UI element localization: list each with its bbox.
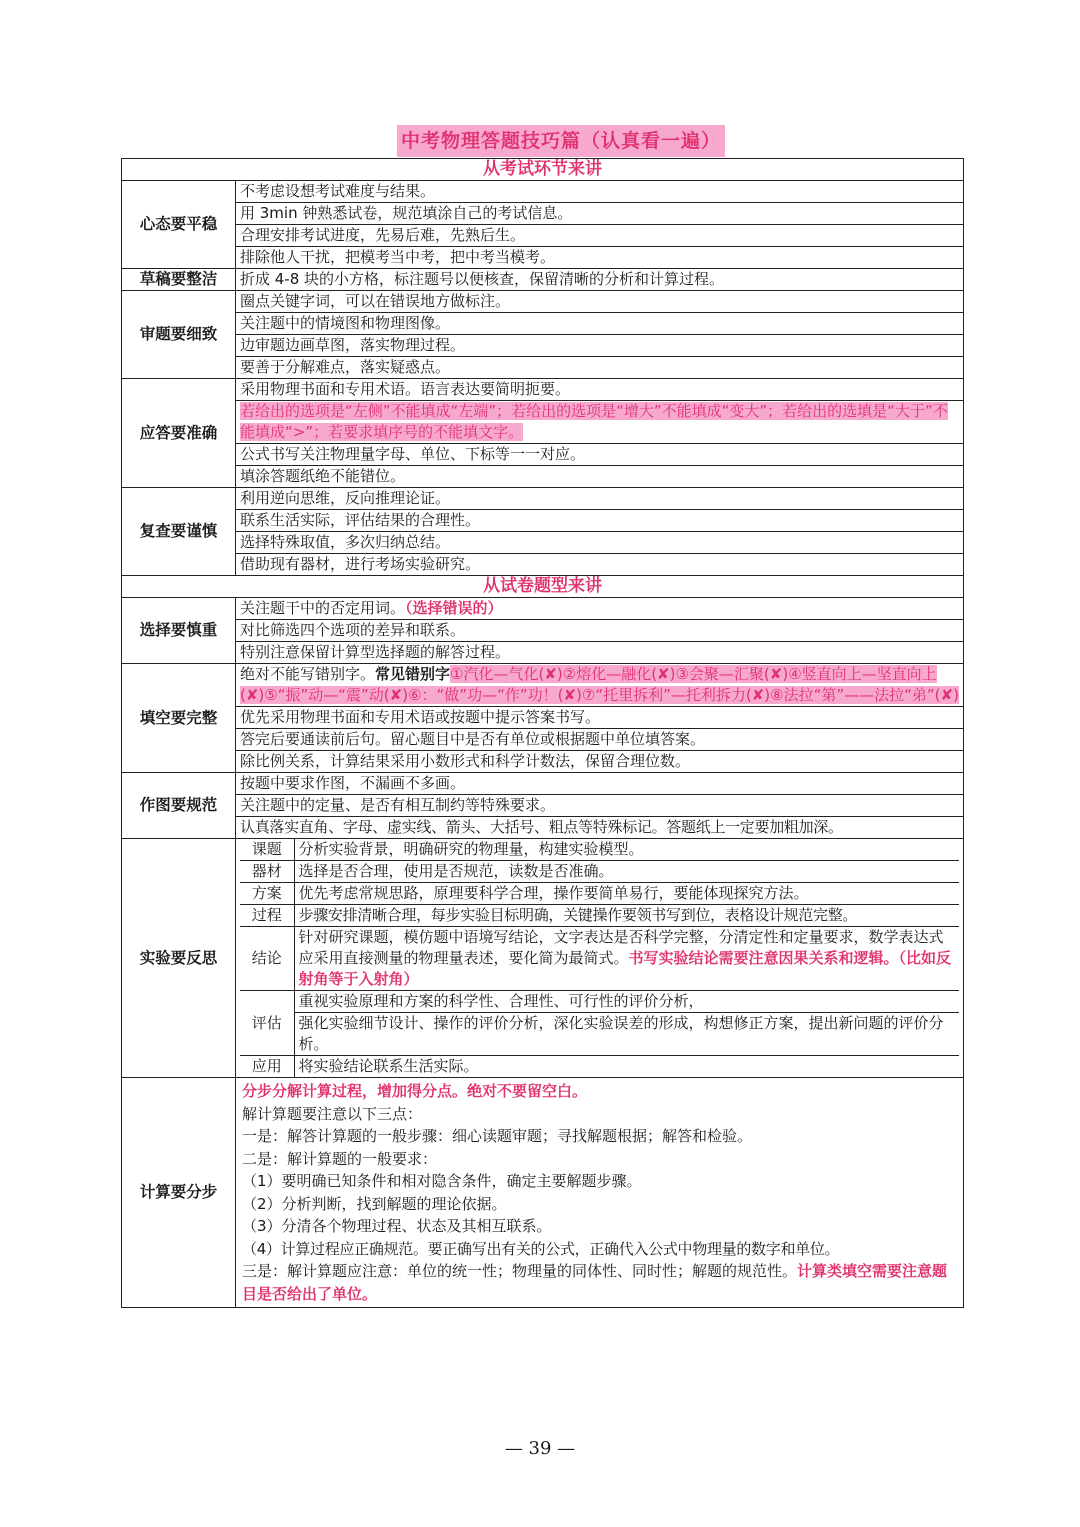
category-choice: 选择要慎重: [122, 598, 236, 664]
tip-item: 合理安排考试进度，先易后难，先熟后生。: [236, 225, 964, 247]
tip-note: （选择错误的）: [405, 599, 503, 617]
calc-line: [242, 1260, 957, 1305]
experiment-label: 结论: [240, 927, 294, 991]
calc-line: （1）要明确已知条件和相对隐含条件，确定主要解题步骤。: [242, 1172, 642, 1190]
tip-item: 认真落实直角、字母、虚实线、箭头、大括号、粗点等特殊标记。答题纸上一定要加粗加深。: [236, 817, 964, 839]
tip-item: 要善于分解难点，落实疑惑点。: [236, 357, 964, 379]
tip-item: 圈点关键字词，可以在错误地方做标注。: [236, 291, 964, 313]
tip-item: 联系生活实际，评估结果的合理性。: [236, 510, 964, 532]
tip-item: 答完后要通读前后句。留心题目中是否有单位或根据题中单位填答案。: [236, 729, 964, 751]
tip-item: 不考虑设想考试难度与结果。: [236, 181, 964, 203]
category-draft: 草稿要整洁: [122, 269, 236, 291]
experiment-label: 课题: [240, 839, 294, 861]
experiment-label: 评估: [240, 991, 294, 1056]
conclusion-note: 书写实验结论需要注意因果关系和逻辑。（比如反射角等于入射角）: [298, 949, 952, 988]
experiment-label: 方案: [240, 883, 294, 905]
tip-item: 用 3min 钟熟悉试卷，规范填涂自己的考试信息。: [236, 203, 964, 225]
typo-list: [236, 664, 964, 707]
category-review: 复查要谨慎: [122, 488, 236, 576]
tip-item: 借助现有器材，进行考场实验研究。: [236, 554, 964, 576]
experiment-text: 选择是否合理，使用是否规范，读数是否准确。: [294, 861, 959, 883]
calc-line: （4）计算过程应正确规范。要正确写出有关的公式，正确代入公式中物理量的数字和单位。: [242, 1239, 840, 1258]
calc-line-text: 三是：解计算题应注意：单位的统一性；物理量的同体性、同时性；解题的规范性。: [242, 1262, 798, 1280]
tip-text: 关注题干中的否定用词。: [240, 599, 406, 617]
experiment-text: 步骤安排清晰合理，每步实验目标明确，关键操作要领书写到位，表格设计规范完整。: [294, 905, 959, 927]
tip-item: 公式书写关注物理量字母、单位、下标等一一对应。: [236, 444, 964, 466]
experiment-text: [294, 927, 959, 991]
tip-item: 除比例关系，计算结果采用小数形式和科学计数法，保留合理位数。: [236, 751, 964, 773]
tip-item: 边审题边画草图，落实物理过程。: [236, 335, 964, 357]
page-number: — 39 —: [504, 1438, 576, 1459]
conclusion-text: 针对研究课题，模仿题中语境写结论，文字表达是否科学完整，分清定性和定量要求，数学表达式应采用直接测量的物理量表述，要化简为最简式。: [298, 928, 944, 967]
highlighted-text: 若给出的选项是“左侧”不能填成“左端”；若给出的选项是“增大”不能填成“变大”；若给出的选填是“大于”不能填成“>”；若要求填序号的不能填文字。: [240, 402, 948, 441]
tip-item: 按题中要求作图，不漏画不多画。: [236, 773, 964, 795]
tip-item: 对比筛选四个选项的差异和联系。: [236, 620, 964, 642]
tips-table: [121, 158, 964, 1308]
section-header-exam: 从考试环节来讲: [122, 159, 964, 181]
category-calculation: 计算要分步: [122, 1078, 236, 1308]
tip-item: 利用逆向思维，反向推理论证。: [236, 488, 964, 510]
tip-item: 采用物理书面和专用术语。语言表达要简明扼要。: [236, 379, 964, 401]
experiment-text: 强化实验细节设计、操作的评价分析，深化实验误差的形成，构想修正方案，提出新问题的评价分析。: [294, 1013, 959, 1056]
category-reading: 审题要细致: [122, 291, 236, 379]
experiment-subtable-cell: [236, 839, 964, 1078]
tip-item: 选择特殊取值，多次归纳总结。: [236, 532, 964, 554]
tip-item: 关注题中的定量、是否有相互制约等特殊要求。: [236, 795, 964, 817]
calc-line: 一是：解答计算题的一般步骤：细心读题审题；寻找解题根据；解答和检验。: [242, 1127, 753, 1145]
calc-line: 解计算题要注意以下三点：: [242, 1104, 423, 1123]
tip-text: 绝对不能写错别字。: [240, 665, 376, 683]
category-fill: 填空要完整: [122, 664, 236, 773]
tip-item: 折成 4-8 块的小方格，标注题号以便核查，保留清晰的分析和计算过程。: [236, 269, 964, 291]
calc-headline: 分步分解计算过程，增加得分点。绝对不要留空白。: [242, 1082, 588, 1100]
category-drawing: 作图要规范: [122, 773, 236, 839]
experiment-label: 应用: [240, 1056, 294, 1078]
experiment-text: 将实验结论联系生活实际。: [294, 1056, 959, 1078]
category-experiment: 实验要反思: [122, 839, 236, 1078]
experiment-label: 过程: [240, 905, 294, 927]
typo-heading: 常见错别字: [375, 665, 451, 683]
calc-line: （3）分清各个物理过程、状态及其相互联系。: [242, 1217, 552, 1235]
tip-item-highlighted: [236, 401, 964, 444]
page-title: 中考物理答题技巧篇（认真看一遍）: [397, 125, 725, 157]
experiment-label: 器材: [240, 861, 294, 883]
tip-item: 填涂答题纸绝不能错位。: [236, 466, 964, 488]
tip-item: 特别注意保留计算型选择题的解答过程。: [236, 642, 964, 664]
experiment-text: 重视实验原理和方案的科学性、合理性、可行性的评价分析，: [294, 991, 959, 1013]
category-answer: 应答要准确: [122, 379, 236, 488]
experiment-subtable: [240, 839, 959, 1077]
tip-item: 关注题中的情境图和物理图像。: [236, 313, 964, 335]
calculation-tips: [236, 1078, 964, 1308]
tip-item: 排除他人干扰，把模考当中考，把中考当模考。: [236, 247, 964, 269]
tip-item: [236, 598, 964, 620]
calc-note: 计算类填空需要注意题目是否给出了单位。: [242, 1262, 948, 1303]
section-header-question-types: 从试卷题型来讲: [122, 576, 964, 598]
experiment-text: 分析实验背景，明确研究的物理量，构建实验模型。: [294, 839, 959, 861]
calc-line: 二是：解计算题的一般要求：: [242, 1149, 438, 1168]
experiment-text: 优先考虑常规思路，原理要科学合理，操作要简单易行，要能体现探究方法。: [294, 883, 959, 905]
highlighted-typos: ①汽化—气化(✘)②熔化—融化(✘)③会聚—汇聚(✘)④竖直向上—坚直向上(✘)⑤“振”动—“震”动(✘)⑥：“做”功—“作”功！(✘)⑦“托里拆利”—托利拆力(✘)⑧法拉“第”——法拉“弟”(✘): [240, 665, 959, 704]
calc-line: （2）分析判断，找到解题的理论依据。: [242, 1194, 507, 1213]
category-mindset: 心态要平稳: [122, 181, 236, 269]
tip-item: 优先采用物理书面和专用术语或按题中提示答案书写。: [236, 707, 964, 729]
